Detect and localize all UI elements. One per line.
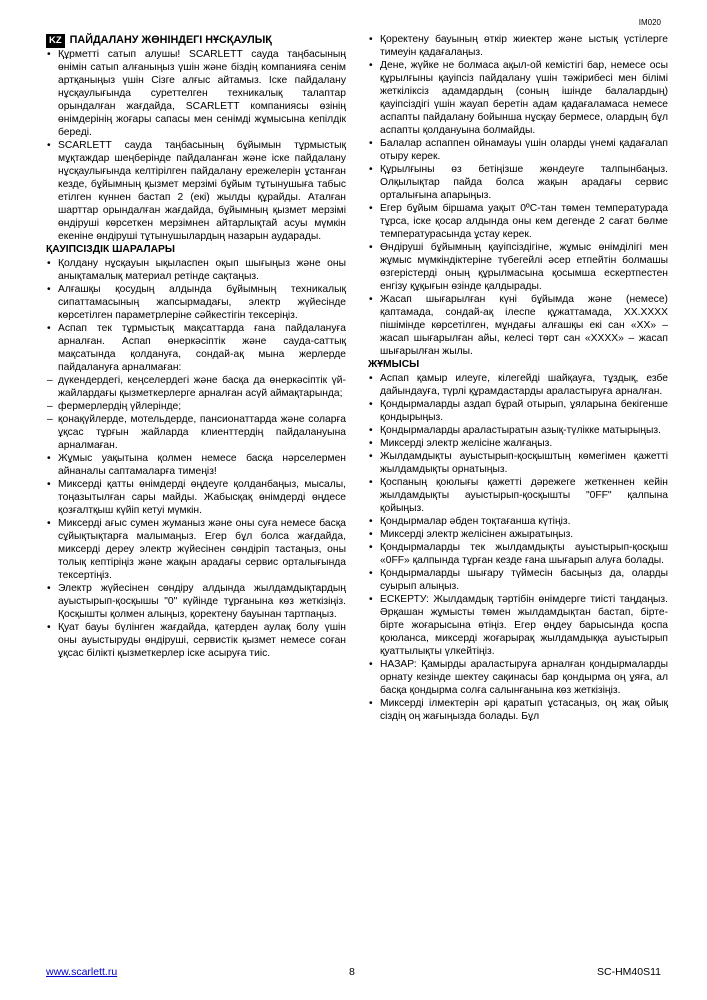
work-item: • Миксерді электр желісінен ажыратыңыз. [369,529,574,540]
dash-icon: – [47,414,53,425]
dash-item: – қонақүйлерде, мотельдерде, пансионаттарда және соларға ұқсас тұрғын жайларда клиенттердің пайдалануына арналмаған. [47,414,346,451]
work-heading: ЖҰМЫСЫ [368,359,420,370]
bullet-icon: • [47,323,51,334]
model-code-bottom: SC-HM40S11 [597,966,661,978]
work-item: • Қондырмаларды шығару түймесін басыңыз да, оларды суырып алыңыз. [369,568,668,592]
bullet-icon: • [369,425,373,436]
work-item: • НАЗАР: Қамырды араластыруға арналған қондырмаларды орнату кезінде шектеу сақинасы бар қондырма оң ұяға, ал басқа қондырма солға салынғанына көз жеткізіңіз. [369,659,668,696]
bullet-icon: • [369,34,373,45]
work-item: • Жылдамдықты ауыстырып-қосқыштың көмегімен қажетті жылдамдықты орнатыңыз. [369,451,668,475]
bullet-icon: • [369,516,373,527]
language-badge: KZ [46,34,65,48]
work-item: • Аспап қамыр илеуге, кілегейді шайқауға, тұздық, езбе дайындауға, түрлі құрамдастарды араластыруға арналған. [369,373,668,397]
safety-item: • Алғашқы қосудың алдында бұйымның техникалық сипаттамасының жапсырмадағы, электр жүйесінде көрсетілген параметрлеріне сәйкестігін тексеріңіз. [47,284,346,321]
bullet-icon: • [47,479,51,490]
bullet-icon: • [47,284,51,295]
instruction-title-text: ПАЙДАЛАНУ ЖӨНІНДЕГІ НҰСҚАУЛЫҚ [69,34,272,46]
work-item: • Миксерді ілмектерін әрі қаратып ұстасаңыз, оң жақ ойық сіздің оң жағыңызда болады. Бұл [369,698,668,722]
safety-item: • Балалар аспаппен ойнамауы үшін оларды үнемі қадағалап отыру керек. [369,138,668,162]
safety-item: • Құрылғыны өз бетіңізше жөндеуге талпынбаңыз. Олқылықтар пайда болса жақын арадағы сервис орталығына апарыңыз. [369,164,668,201]
bullet-icon: • [369,542,373,553]
work-item: • Қоспаның қоюлығы қажетті дәрежеге жеткеннен кейін жылдамдықты ауыстырып-қосқышты "0FF" қалпына қойыңыз. [369,477,668,514]
safety-heading: ҚАУІПСІЗДІК ШАРАЛАРЫ [46,244,176,255]
bullet-icon: • [369,529,373,540]
safety-item: • Жасап шығарылған күні бұйымда және (немесе) қаптамада, сондай-ақ ілеспе құжаттамада, XX.XXXX пішімінде көрсетілген, мұндағы алғашқы екі сан «XX» – жасап шығарылған айы, келесі төрт сан «XXXX» – жасап шығарылған жылы. [369,294,668,357]
safety-item: • Аспап тек тұрмыстық мақсаттарда ғана пайдалануға арналған. Аспап өнеркәсіптік және сауда-саттық мақсатында қолдануға, сондай-ақ мына жерлерде пайдалануға арналмаған: [47,323,346,373]
bullet-icon: • [369,568,373,579]
dash-icon: – [47,375,53,386]
safety-item: • Миксерді ағыс сумен жуманыз және оны суға немесе басқа сұйықтықтарға малымаңыз. Егер бұл болса жағдайда, миксерді дереу электр жүйесінен сөндіріп тастаңыз, оны толық кептіріңіз және жақын арадағы сервис орталығында тексертіңіз. [47,518,346,581]
bullet-icon: • [369,203,373,214]
safety-item: • Миксерді қатты өнімдерді өңдеуге қолданбаңыз, мысалы, тоңазытылған сары майды. Жабысқақ өнімдерді өңдесе қозғалтқыш күйіп кетуі мүмкін. [47,479,346,516]
bullet-icon: • [47,518,51,529]
dash-item: – фермерлердің үйлерінде; [47,401,182,412]
work-item: • Қондырмаларды араластыратын азық-түлікке матырыңыз. [369,425,661,436]
intro-paragraph: • Құрметті сатып алушы! SCARLETT сауда таңбасының өнімін сатып алғаныңыз үшін және біздің компанияға сенім артқаныңыз үшін Сізге алғыс айтамыз. Іске пайдалану нұсқаулығында суреттелген техникалық талаптар орындалған жағдайда, SCARLETT компаниясы өзінің өнімдерінің жоғары сапасы мен сенімді жұмысына кепілдік береді. [47,49,346,138]
work-item: • Миксерді электр желісіне жалғаңыз. [369,438,553,449]
safety-item: • Өндіруші бұйымның қауіпсіздігіне, жұмыс өнімділігі мен жұмыс мүмкіндіктеріне түбегейлі әсер етпейтін болмашы өзгерістерді оның құрылмасына қосымша ескертпестен енгізу құқығын өзінде қалдырады. [369,242,668,292]
page-number: 8 [349,966,355,978]
bullet-icon: • [47,140,51,151]
bullet-icon: • [369,477,373,488]
instruction-title [46,33,346,48]
bullet-icon: • [369,659,373,670]
safety-item: • Дене, жүйке не болмаса ақыл-ой кемістігі бар, немесе осы құрылғыны қауіпсіз пайдалану үшін тәжірибесі мен білімі жеткіліксіз адамдардың (соның ішінде балалардың) қауіпсіздігі үшін жауап беретін адам қадағаламаса немесе аспапты пайдалану бойынша нұсқау бермесе, олардың бұл аспапты қолдануына болмайды. [369,60,668,136]
bullet-icon: • [369,294,373,305]
safety-item: • Қуат бауы бүлінген жағдайда, қатерден аулақ болу үшін оны ауыстыруды өндіруші, сервистік қызмет немесе соған ұқсас білікті қызметкерлер іске асыруға тиіс. [47,622,346,659]
bullet-icon: • [47,49,51,60]
bullet-icon: • [369,399,373,410]
work-item: • Қондырмалар әбден тоқтағанша күтіңіз. [369,516,571,527]
right-column [368,33,668,723]
bullet-icon: • [369,60,373,71]
bullet-icon: • [369,373,373,384]
left-column [46,33,346,660]
dash-icon: – [47,401,53,412]
bullet-icon: • [47,258,51,269]
bullet-icon: • [47,583,51,594]
work-item: • ЕСКЕРТУ: Жылдамдық тәртібін өнімдерге тиісті таңдаңыз. Әрқашан жұмысты төмен жылдамдықтан бастап, бірте-бірте жоғарысына өтіңіз. Егер өңдеу барысында қоспа қоюланса, миксерді жоғарырақ жылдамдыққа ауыстырып қуаттылықты үлкейтіңіз. [369,594,668,657]
bullet-icon: • [369,138,373,149]
dash-item: – дүкендердегі, кеңселердегі және басқа да өнеркәсіптік үй-жайлардағы қызметкерлерге арналған асүй аймақтарында; [47,375,346,399]
safety-item: • Қоректену бауының өткір жиектер және ыстық үстілерге тимеуін қадағалаңыз. [369,34,668,58]
intro-paragraph: • SCARLETT сауда таңбасының бұйымын тұрмыстық мұқтаждар шеңберінде пайдаланған және іске пайдалану нұсқаулығында келтірілген пайдалану ережелерін ұстанған кезде, бұйымның қызмет мерзімі бұйым тұтынушыға табыс етілген күннен бастап 2 (екі) жылды құрайды. Аталған шарттар орындалған жағдайда, бұйымның қызмет мерзімі өндіруші көрсеткен мерзімнен айтарлықтай асуы мүмкін екеніне өндіруші тұтынушылардың назарын аударады. [47,140,346,242]
safety-item: • Жұмыс уақытына қолмен немесе басқа нәрселермен айнаналы саптамаларға тимеңіз! [47,453,346,477]
safety-item: • Электр жүйесінен сөндіру алдында жылдамдықтардың ауыстырып-қосқышы "0" күйінде тұрғанына көз жеткізіңіз. Қосқышты қолмен алыңыз, қоректену бауынан тартпаңыз. [47,583,346,620]
bullet-icon: • [47,453,51,464]
model-code-top: IM020 [638,18,661,27]
bullet-icon: • [369,242,373,253]
website-link[interactable]: www.scarlett.ru [46,966,118,978]
bullet-icon: • [369,698,373,709]
bullet-icon: • [369,451,373,462]
bullet-icon: • [369,438,373,449]
safety-item: • Егер бұйым біршама уақыт 0ºC-тан төмен температурада тұрса, іске қосар алдында оны кем дегенде 2 сағат бөлме температурасында ұстау керек. [369,203,668,240]
bullet-icon: • [369,594,373,605]
work-item: • Қондырмаларды тек жылдамдықты ауыстырып-қосқыш «0FF» қалпында тұрған кезде ғана шығарып алуға болады. [369,542,668,566]
safety-item: • Қолдану нұсқауын ықыласпен оқып шығыңыз және оны анықтамалық материал ретінде сақтаңыз. [47,258,346,282]
work-item: • Қондырмаларды аздап бұрай отырып, ұяларына бекігенше қондырыңыз. [369,399,668,423]
bullet-icon: • [369,164,373,175]
bullet-icon: • [47,622,51,633]
